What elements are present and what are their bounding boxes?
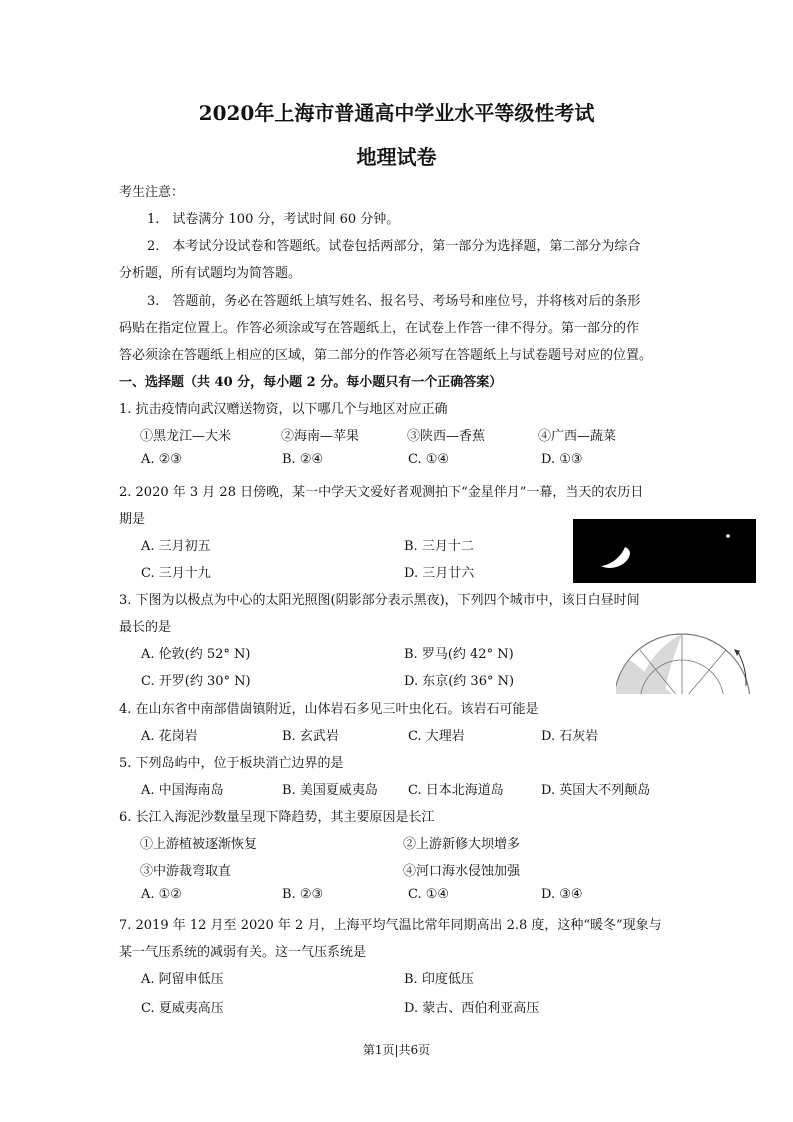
q3-stem-line-1: 3. 下图为以极点为中心的太阳光照图(阴影部分表示黑夜)，下列四个城市中，该日白昼时间 xyxy=(119,593,640,608)
venus-moon-photo xyxy=(573,519,756,583)
q2-stem-line-1: 2. 2020 年 3 月 28 日傍晚，某一中学天文爱好者观测拍下“金星伴月”一幕，当天的农历日 xyxy=(119,485,644,500)
q7-option-b: B. 印度低压 xyxy=(404,972,474,987)
q5-option-a: A. 中国海南岛 xyxy=(141,783,224,798)
q7-option-c: C. 夏威夷高压 xyxy=(141,1001,224,1016)
q4-option-d: D. 石灰岩 xyxy=(541,729,599,744)
q2-option-b: B. 三月十二 xyxy=(404,539,474,554)
section-1-heading: 一、选择题（共 40 分，每小题 2 分。每小题只有一个正确答案） xyxy=(119,375,503,390)
q6-statement-4: ④河口海水侵蚀加强 xyxy=(403,864,521,879)
q1-option-b: B. ②④ xyxy=(282,452,324,467)
venus-dot xyxy=(726,534,730,538)
q4-option-c: C. 大理岩 xyxy=(408,729,465,744)
q5-option-b: B. 美国夏威夷岛 xyxy=(282,783,378,798)
q1-statement-3: ③陕西—香蕉 xyxy=(407,429,486,444)
q3-option-c: C. 开罗(约 30° N) xyxy=(141,674,251,689)
notice-item-1: 1. 试卷满分 100 分，考试时间 60 分钟。 xyxy=(147,212,400,227)
q1-statement-4: ④广西—蔬菜 xyxy=(538,429,617,444)
notice-item-3-line-3: 答必须涂在答题纸上相应的区域，第二部分的作答必须写在答题纸上与试卷题号对应的位置。 xyxy=(119,348,653,363)
q1-statement-1: ①黑龙江—大米 xyxy=(140,429,232,444)
q3-stem-line-2: 最长的是 xyxy=(119,620,172,635)
q4-stem: 4. 在山东省中南部借崮镇附近，山体岩石多见三叶虫化石。该岩石可能是 xyxy=(119,702,539,717)
q6-option-b: B. ②③ xyxy=(282,887,324,902)
q5-option-d: D. 英国大不列颠岛 xyxy=(541,783,651,798)
q3-option-b: B. 罗马(约 42° N) xyxy=(404,647,514,662)
q3-option-d: D. 东京(约 36° N) xyxy=(404,674,515,689)
exam-subtitle: 地理试卷 xyxy=(356,145,437,169)
q6-option-c: C. ①④ xyxy=(408,887,450,902)
q6-option-a: A. ①② xyxy=(141,887,182,902)
q2-stem-line-2: 期是 xyxy=(119,512,146,527)
q6-statement-3: ③中游裁弯取直 xyxy=(140,864,232,879)
q2-option-c: C. 三月十九 xyxy=(141,566,211,581)
notice-item-2-line-1: 2. 本考试分设试卷和答题纸。试卷包括两部分，第一部分为选择题，第二部分为综合 xyxy=(147,239,641,254)
q6-stem: 6. 长江入海泥沙数量呈现下降趋势，其主要原因是长江 xyxy=(119,810,435,825)
q7-option-d: D. 蒙古、西伯利亚高压 xyxy=(404,1001,540,1016)
notice-heading: 考生注意： xyxy=(119,185,185,200)
q1-stem: 1. 抗击疫情向武汉赠送物资，以下哪几个与地区对应正确 xyxy=(119,402,448,417)
exam-title: 2020年上海市普通高中学业水平等级性考试 xyxy=(198,101,595,125)
notice-item-3-line-1: 3. 答题前，务必在答题纸上填写姓名、报名号、考场号和座位号，并将核对后的条形 xyxy=(147,294,641,309)
q6-option-d: D. ③④ xyxy=(541,887,583,902)
page-footer: 第1页|共6页 xyxy=(362,1043,431,1057)
q3-option-a: A. 伦敦(约 52° N) xyxy=(141,647,251,662)
q1-option-c: C. ①④ xyxy=(408,452,450,467)
q6-statement-1: ①上游植被逐渐恢复 xyxy=(140,837,258,852)
q2-option-d: D. 三月廿六 xyxy=(404,566,475,581)
q6-statement-2: ②上游新修大坝增多 xyxy=(403,837,521,852)
q4-option-b: B. 玄武岩 xyxy=(282,729,339,744)
q2-option-a: A. 三月初五 xyxy=(141,539,211,554)
q1-option-d: D. ①③ xyxy=(541,452,583,467)
notice-item-2-line-2: 分析题，所有试题均为简答题。 xyxy=(119,266,302,281)
q7-stem-line-1: 7. 2019 年 12 月至 2020 年 2 月，上海平均气温比常年同期高出 2.8 度，这种“暖冬”现象与 xyxy=(119,918,662,933)
q4-option-a: A. 花岗岩 xyxy=(141,729,198,744)
q5-option-c: C. 日本北海道岛 xyxy=(408,783,504,798)
q1-option-a: A. ②③ xyxy=(141,452,182,467)
q7-option-a: A. 阿留申低压 xyxy=(141,972,224,987)
q7-stem-line-2: 某一气压系统的减弱有关。这一气压系统是 xyxy=(119,945,367,960)
polar-illumination-diagram xyxy=(616,626,750,698)
crescent-moon-icon xyxy=(573,519,756,583)
q5-stem: 5. 下列岛屿中，位于板块消亡边界的是 xyxy=(119,756,344,771)
notice-item-3-line-2: 码贴在指定位置上。作答必须涂或写在答题纸上，在试卷上作答一律不得分。第一部分的作 xyxy=(119,321,640,336)
q1-statement-2: ②海南—苹果 xyxy=(281,429,360,444)
